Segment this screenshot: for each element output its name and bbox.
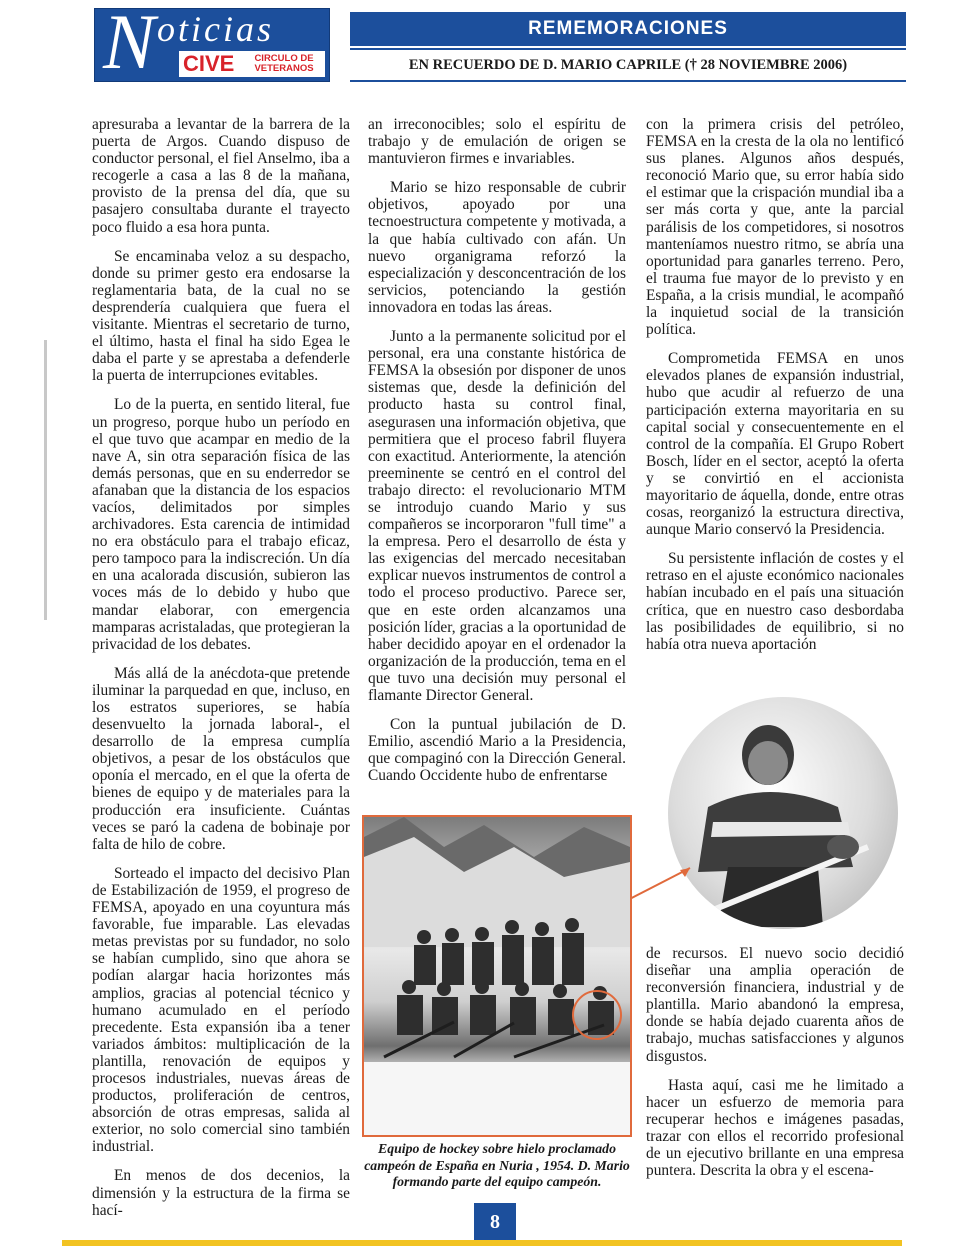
paragraph: an irreconocibles; solo el espíritu de trabajo y de emulación de origen se mantuvieron firmes e invariables. bbox=[368, 116, 626, 168]
column-3-upper bbox=[646, 116, 904, 665]
paragraph: Se encaminaba veloz a su despacho, donde su primer gesto era endosarse la reglamentaria bata, de la cual no se desprendería cualquiera que fuera el visitante. Mientras el secretario de turno, el último, hasta el final ha sido Egea le daba el parte y se aprestaba a defenderle la puerta de interrupciones evitables. bbox=[92, 247, 350, 385]
paragraph: Mario se hizo responsable de cubrir objetivos, apoyado por una tecnoestructura competente y motivada, a la que había cultivado con afán. Un nuevo organigrama reforzó la especialización y desconcentración de los servicios, potenciando la gestión innovadora en todas las áreas. bbox=[368, 179, 626, 316]
column-3-lower bbox=[646, 945, 904, 1191]
paragraph: de recursos. El nuevo socio decidió diseñar una amplia operación de reconversión financiera, industrial y de plantilla. Mario abandonó la empresa, donde se había dejado cuarenta años de trabajo, muchas satisfacciones y algunos disgustos. bbox=[646, 945, 904, 1065]
logo-cive: CIVE bbox=[183, 51, 235, 76]
portrait-photo bbox=[668, 697, 898, 929]
column-1 bbox=[92, 116, 350, 1231]
paragraph: Más allá de la anécdota-que pretende iluminar la parquedad en que, incluso, en los estratos superiores, se había desenvuelto la jornada laboral-, el desarrollo de la empresa cumplía objetivos, a pesar de los obstáculos que oponía el mercado, en el que la oferta de bienes de equipo y de materiales para la producción era insuficiente. Cuántas veces se paró la cadena de bobinaje por falta de hilo de cobre. bbox=[92, 664, 350, 853]
footer-rule bbox=[62, 1240, 902, 1246]
paragraph: apresuraba a levantar de la barrera de la puerta de Argos. Cuando dispuso de conductor personal, el fiel Anselmo, iba a recogerle a casa a las 8 de la mañana, provisto de la prensa del día, que su pasajero consultaba durante el trayecto poco fluido a esa hora punta. bbox=[92, 116, 350, 236]
page-number: 8 bbox=[474, 1203, 516, 1241]
hockey-team-photo bbox=[362, 815, 632, 1137]
paragraph: Junto a la permanente solicitud por el personal, era una constante histórica de FEMSA la obsesión por disponer de unos sistemas que, desde la definición del producto hasta su control final, asegurasen una información objetiva, que permitiera que el proceso fabril fluyera con exactitud. Anteriormente, la atención preeminente se centró en el control del trabajo directo: el revolucionario MTM se introdujo cuando Mario y sus compañeros se incorporaron "full time" a la empresa. Pero el desarrollo de ésta y las exigencias del mercado necesitaban explicar nuevos instrumentos de control a todo el proceso productivo. Parece ser, que en este orden alcanzamos una posición líder, gracias a la oportunidad de haber decidido apoyar en el ordenador la organización de la producción, tema en el que tuvo una decisión muy personal el flamante Director General. bbox=[368, 328, 626, 704]
logo-word: oticias bbox=[157, 9, 274, 49]
logo-subtitle: CIRCULO DE VETERANOS bbox=[254, 53, 314, 74]
paragraph: Con la puntual jubilación de D. Emilio, ascendió Mario a la Presidencia, que compaginó con la Dirección General. Cuando Occidente hubo de enfrentarse bbox=[368, 716, 626, 785]
paragraph: Lo de la puerta, en sentido literal, fue un progreso, porque hubo un período en el que tuvo que acampar en medio de la nave A, sin otra separación física de las demás personas, que en su enderredor se afanaban que la distancia de los espacios vacíos, delimitados por simples archivadores. Esta carencia de intimidad no era obstáculo para el trabajo eficaz, pero tampoco para la indiscreción. Un día en una acalorada discusión, subieron las voces más de lo debido y hubo que mandar elaborar, con emergencia mamparas acristaladas, que protegieran la privacidad de los debates. bbox=[92, 396, 350, 653]
paragraph: con la primera crisis del petróleo, FEMSA en la cresta de la ola no lentificó sus planes. Algunos años después, reconoció Mario que, su error había sido el estimar que la crispación mundial iba a ser más corta y que, ante la parcial parálisis de los competidores, si nosotros manteníamos nuestro ritmo, se abría una oportunidad para ganarles terreno. Pero, el trauma fue mayor de lo previsto y en España, a la crisis mundial, le acompañó la inquietud social de la transición política. bbox=[646, 116, 904, 339]
photo-caption: Equipo de hockey sobre hielo proclamado campeón de España en Nuria , 1954. D. Mario formando parte del equipo campeón. bbox=[364, 1141, 630, 1189]
logo-letter: N bbox=[103, 0, 156, 85]
column-2 bbox=[368, 116, 626, 796]
margin-rule bbox=[44, 340, 47, 620]
newsletter-logo bbox=[94, 0, 330, 85]
paragraph: Su persistente inflación de costes y el retraso en el ajuste económico nacionales habían incubado en el país una situación crítica, que en nuestro caso desbordaba las posibilidades de equilibrio, si no había otra nueva aportación bbox=[646, 550, 904, 653]
article-subtitle: EN RECUERDO DE D. MARIO CAPRILE († 28 NOVIEMBRE 2006) bbox=[350, 48, 906, 82]
paragraph: Sorteado el impacto del decisivo Plan de Estabilización de 1959, el progreso de FEMSA, apoyado en una coyuntura más favorable, fue imparable. Las elevadas metas previstas por su fundador, no solo se habían cumplido, sino que ahora se podían alargar hacia horizontes más amplios, gracias al potencial técnico y humano acumulado en el período precedente. Esta expansión iba a tener variados ámbitos: multiplicación de la plantilla, renovación de equipos y procesos industriales, nuevas áreas de productos, proliferación de centros, absorción de otras empresas, salida al exterior, no solo comercial sino también industrial. bbox=[92, 864, 350, 1156]
paragraph: Hasta aquí, casi me he limitado a hacer un esfuerzo de memoria para recuperar hechos e imágenes pasadas, trazar con ellos el recorrido profesional de un ejecutivo brillante en una empresa puntera. Descrita la obra y el escena- bbox=[646, 1076, 904, 1180]
paragraph: Comprometida FEMSA en unos elevados planes de expansión industrial, hubo que acudir al refuerzo de una participación externa mayoritaria en su capital social y consecuentemente en el control de la compañía. El Grupo Robert Bosch, líder en el sector, aceptó la oferta y se convirtió en el accionista mayoritario de áquella, donde, entre otras cosas, reorganizó la estructura directiva, aunque Mario conservó la Presidencia. bbox=[646, 350, 904, 539]
section-title: REMEMORACIONES bbox=[350, 12, 906, 46]
paragraph: En menos de dos decenios, la dimensión y la estructura de la firma se hací- bbox=[92, 1167, 350, 1219]
logo-cive-box bbox=[179, 51, 325, 77]
